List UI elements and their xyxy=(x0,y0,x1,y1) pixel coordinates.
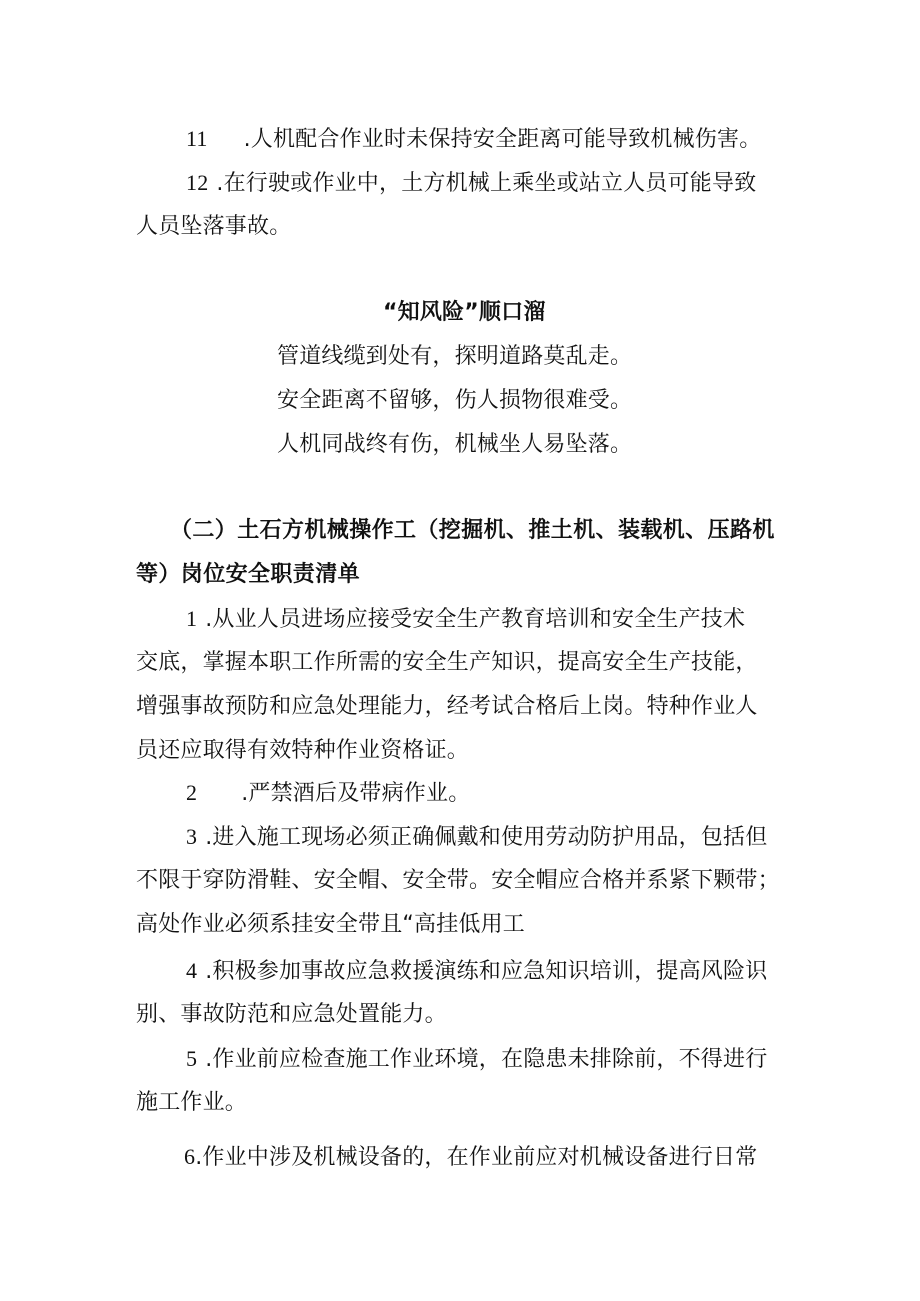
section-heading-continuation: 等）岗位安全职责清单 xyxy=(136,562,361,587)
poem-line: 安全距离不留够，伤人损物很难受。 xyxy=(277,388,633,413)
duty-line: 施工作业。 xyxy=(136,1090,248,1115)
item-number: 6 xyxy=(184,1144,196,1169)
item-text: .从业人员进场应接受安全生产教育培训和安全生产技术 xyxy=(205,607,746,632)
list-item-12-continuation: 人员坠落事故。 xyxy=(136,214,292,239)
duty-item-2 xyxy=(186,778,470,809)
duty-item-3 xyxy=(186,822,767,853)
poem-title: “知风险”顺口溜 xyxy=(383,300,546,325)
item-text: .在行驶或作业中，土方机械上乘坐或站立人员可能导致 xyxy=(216,171,757,196)
duty-line: 高处作业必须系挂安全带且“高挂低用工 xyxy=(136,912,525,937)
list-item-12 xyxy=(186,168,756,199)
item-text: .严禁酒后及带病作业。 xyxy=(241,781,471,806)
duty-line: 增强事故预防和应急处理能力，经考试合格后上岗。特种作业人 xyxy=(136,694,758,719)
section-heading: （二）土石方机械操作工（挖掘机、推土机、装载机、压路机 xyxy=(170,518,775,543)
duty-item-6 xyxy=(184,1142,757,1173)
item-number: 12 xyxy=(186,170,209,195)
item-number: 11 xyxy=(186,126,208,151)
item-text: .积极参加事故应急救援演练和应急知识培训，提高风险识 xyxy=(205,959,768,984)
poem-line: 人机同战终有伤，机械坐人易坠落。 xyxy=(277,432,633,457)
item-number: 3 xyxy=(186,824,198,849)
duty-item-5 xyxy=(186,1044,767,1075)
list-item-11 xyxy=(186,124,761,155)
duty-item-4 xyxy=(186,956,767,987)
duty-line: 交底，掌握本职工作所需的安全生产知识，提高安全生产技能， xyxy=(136,650,758,675)
duty-line: 员还应取得有效特种作业资格证。 xyxy=(136,738,470,763)
item-text: .人机配合作业时未保持安全距离可能导致机械伤害。 xyxy=(243,127,762,152)
item-text: .作业中涉及机械设备的，在作业前应对机械设备进行日常 xyxy=(195,1145,758,1170)
item-number: 4 xyxy=(186,958,198,983)
item-number: 5 xyxy=(186,1046,198,1071)
item-text: .作业前应检查施工作业环境，在隐患未排除前，不得进行 xyxy=(205,1047,768,1072)
item-number: 1 xyxy=(186,606,198,631)
item-text: .进入施工现场必须正确佩戴和使用劳动防护用品，包括但 xyxy=(205,825,768,850)
duty-item-1 xyxy=(186,604,745,635)
duty-line: 不限于穿防滑鞋、安全帽、安全带。安全帽应合格并系紧下颗带； xyxy=(136,868,780,893)
poem-line: 管道线缆到处有，探明道路莫乱走。 xyxy=(277,344,633,369)
duty-line: 别、事故防范和应急处置能力。 xyxy=(136,1002,447,1027)
item-number: 2 xyxy=(186,780,198,805)
